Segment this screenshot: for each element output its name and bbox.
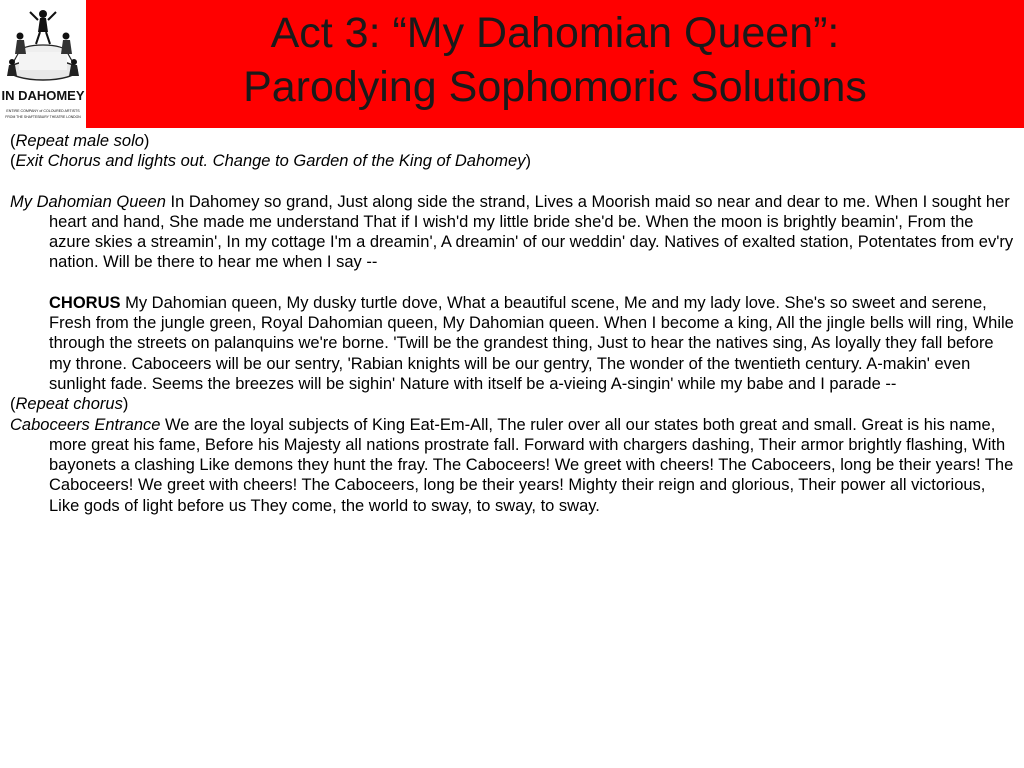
chorus-lyrics: My Dahomian queen, My dusky turtle dove, What a beautiful scene, Me and my lady love. She's so sweet and serene, Fresh from the jungle green, Royal Dahomian queen, My Dahomian queen. When I become a king, All the jingle bells will ring, While through the streets on palanquins we're borne. 'Twill be the grandest thing, Just to hear the natives sing, As loyally they fall before my throne. Caboceers will be our sentry, 'Rabian knights will be our gentry, The wonder of the twentieth century. A-makin' even sunlight fade. Seems the breezes will be sighin' Nature with itself be a-vieing A-singin' while my babe and I parade --	[49, 293, 1014, 393]
song-title: Caboceers Entrance	[10, 415, 161, 434]
title-bar	[0, 0, 1024, 128]
lyrics-caboceers-entrance	[10, 415, 1016, 516]
stage-direction-text: Repeat male solo	[15, 132, 144, 150]
song-lyrics: We are the loyal subjects of King Eat-Em-All, The ruler over all our states both great and small. Great is his name, more great his fame, Before his Majesty all nations prostrate fall. Forward with chargers dashing, Their armor brightly flashing, With bayonets a clashing Like demons they hunt the fray. The Caboceers! We greet with cheers! The Caboceers, long be their years! The Caboceers! We greet with cheers! The Caboceers, long be their years! Mighty their reign and glorious, Their power all victorious, Like gods of light before us They come, the world to sway, to sway, to sway.	[49, 415, 1014, 515]
slide-title-line-2: Parodying Sophomoric Solutions	[243, 63, 867, 111]
slide-title-line-1: Act 3: “My Dahomian Queen”:	[270, 9, 840, 57]
logo-title: IN DAHOMEY	[1, 88, 85, 103]
lyrics-my-dahomian-queen	[10, 192, 1016, 273]
stage-direction-repeat-solo: (Repeat male solo)	[10, 132, 150, 150]
stage-direction-exit-chorus: (Exit Chorus and lights out. Change to Garden of the King of Dahomey)	[10, 152, 531, 171]
song-lyrics: In Dahomey so grand, Just along side the strand, Lives a Moorish maid so near and dear to me. When I sought her heart and hand, She made me understand That if I wish'd my little bride she'd be. When the moon is brightly beamin', From the azure skies a streamin', In my cottage I'm a dreamin', A dreamin' of our weddin' day. Natives of exalted station, Potentates from ev'ry nation. Will be there to hear me when I say --	[49, 192, 1014, 272]
slide-title	[100, 6, 1010, 114]
slide-body	[10, 131, 1016, 516]
chorus-label: CHORUS	[49, 293, 121, 312]
logo-caption-2: FROM THE SHAFTESBURY THEATRE LONDON	[5, 115, 81, 119]
song-title: My Dahomian Queen	[10, 192, 166, 211]
stage-direction-text: Repeat chorus	[15, 395, 123, 414]
logo-caption-1: ENTIRE COMPANY of COLOURED ARTISTS	[6, 109, 80, 113]
stage-direction-text: Exit Chorus and lights out. Change to Garden of the King of Dahomey	[15, 152, 526, 171]
lyrics-chorus	[10, 293, 1016, 394]
in-dahomey-logo	[0, 0, 86, 128]
poster-illustration-icon	[0, 0, 86, 128]
stage-direction-repeat-chorus: (Repeat chorus)	[10, 395, 129, 414]
